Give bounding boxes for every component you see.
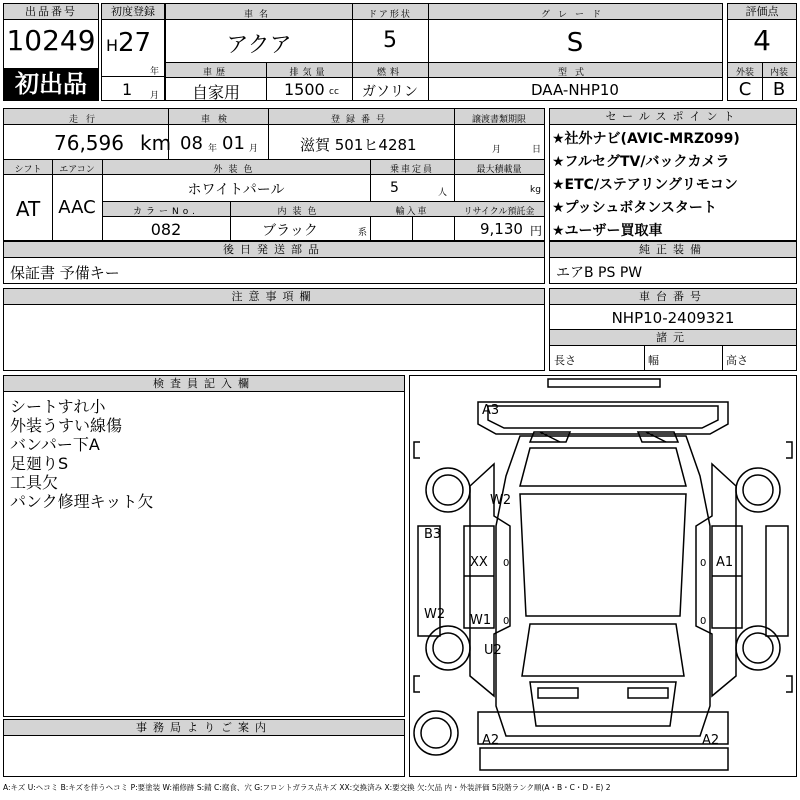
sales-points-label: セールスポイント [550, 109, 796, 125]
car-name-label: 車名 [243, 10, 274, 20]
capacity-unit: 人 [438, 188, 448, 198]
exterior-color: ホワイトパール [187, 182, 285, 198]
exterior-label: 外装 [735, 68, 754, 78]
inspector-line-2: 外装うすい線傷 [10, 416, 123, 435]
notes-box [3, 288, 545, 371]
car-outline-diagram [410, 376, 796, 776]
year-unit: 年 [150, 67, 160, 77]
lot-number-label: 出品番号 [4, 4, 98, 20]
lot-number-box [3, 3, 99, 101]
mark-zero-1: 0 [503, 558, 510, 569]
first-registration-label: 初度登録 [102, 4, 164, 20]
mileage-unit: km [140, 131, 172, 155]
capacity: 5 [390, 180, 399, 196]
mark-w2-lower: W2 [424, 607, 446, 622]
model-label: 型式 [557, 68, 592, 78]
transfer-day-unit: 日 [532, 145, 542, 155]
displacement-unit: cc [329, 87, 339, 97]
chassis-label: 車台番号 [550, 289, 796, 305]
equipment-label: 純正装備 [550, 242, 796, 258]
reg-year: 27 [118, 28, 152, 58]
interior-label: 内装 [769, 68, 788, 78]
score-label: 評価点 [728, 4, 796, 20]
inspector-line-1: シートすれ小 [10, 397, 106, 416]
car-name: アクア [226, 33, 292, 58]
displacement: 1500 [284, 80, 325, 99]
door-label: ドア形状 [368, 10, 412, 20]
recycle-unit: 円 [530, 224, 543, 238]
inspector-line-6: パンク修理キット欠 [10, 492, 154, 511]
inspector-line-3: バンパー下A [10, 435, 100, 454]
interior-color-label: 内装色 [277, 207, 323, 217]
equipment-box [549, 241, 797, 284]
mark-a3: A3 [482, 403, 500, 418]
fuel: ガソリン [362, 84, 418, 100]
inspector-line-5: 工具欠 [10, 473, 59, 492]
first-listing-badge: 初出品 [4, 68, 98, 100]
legend-footer: A:キズ U:ヘコミ B:キズを伴うヘコミ P:要塗装 W:補修跡 S:錆 C:腐食、穴 G:フロントガラス点キズ XX:交換済み X:要交換 欠:欠品 内・外装評価 5段階ランク順(A・B・C・D・E) 2 [3, 783, 611, 792]
shift-label: シフト [14, 165, 42, 175]
office-label: 事務局よりご案内 [4, 720, 404, 736]
history: 自家用 [191, 83, 240, 102]
sales-point-4: ★プッシュボタンスタート [552, 200, 717, 216]
shift: AT [15, 197, 41, 221]
lot-number: 10249 [6, 24, 96, 57]
chassis-number: NHP10-2409321 [611, 309, 735, 327]
mark-zero-3: 0 [503, 616, 510, 627]
month-unit: 月 [150, 91, 160, 101]
grade: S [566, 28, 584, 58]
inspector-label: 検査員記入欄 [4, 376, 404, 392]
reg-month: 1 [122, 80, 133, 99]
registration-number: 滋賀 501ヒ4281 [300, 136, 417, 154]
damage-diagram [409, 375, 797, 777]
inspector-box [3, 375, 405, 717]
score-box [727, 3, 797, 101]
sales-point-5: ★ユーザー買取車 [552, 223, 663, 239]
later-parts-label: 後日発送部品 [4, 242, 544, 258]
mark-a2-right: A2 [702, 733, 720, 748]
interior-color: ブラック [262, 223, 318, 239]
mileage: 76,596 [54, 131, 124, 155]
color-no: 082 [150, 220, 182, 239]
capacity-label: 乗車定員 [389, 165, 434, 175]
mark-w2-upper: W2 [490, 493, 512, 508]
inspection-month: 01 [222, 133, 245, 154]
transfer-month-unit: 月 [492, 145, 502, 155]
load-unit: kg [530, 185, 541, 195]
inspection-year-unit: 年 [208, 144, 218, 154]
history-label: 車歴 [202, 68, 229, 78]
doors: 5 [383, 28, 397, 53]
registration-label: 登録番号 [330, 115, 391, 125]
mark-zero-4: 0 [700, 616, 707, 627]
length-label: 長さ [554, 354, 576, 367]
interior-color-unit: 系 [358, 228, 368, 238]
main-spec-box [165, 3, 723, 101]
sales-point-1: ★社外ナビ(AVIC-MRZ099) [552, 131, 740, 147]
mileage-label: 走行 [68, 115, 103, 125]
mark-u2: U2 [484, 643, 502, 658]
import-label: 輸入車 [395, 207, 429, 217]
score: 4 [753, 24, 771, 57]
mark-a2-left: A2 [482, 733, 500, 748]
height-label: 高さ [726, 354, 748, 367]
inspection-month-unit: 月 [249, 144, 259, 154]
grade-label: グレード [540, 10, 609, 20]
displacement-label: 排気量 [289, 68, 329, 78]
exterior-grade: C [738, 79, 752, 100]
load-label: 最大積載量 [476, 165, 522, 175]
sales-point-2: ★フルセグTV/バックカメラ [552, 154, 730, 170]
recycle-label: リサイクル預託金 [463, 207, 535, 217]
later-parts: 保証書 予備キー [10, 264, 120, 282]
mark-zero-2: 0 [700, 558, 707, 569]
later-parts-box [3, 241, 545, 284]
inspection-year: 08 [180, 133, 203, 154]
dimensions-label: 諸元 [550, 330, 796, 346]
mark-xx: XX [470, 555, 488, 570]
inspection-label: 車検 [200, 115, 235, 125]
color-no-label: カラーNo. [133, 207, 199, 217]
mark-b3: B3 [424, 527, 442, 542]
specs-box [3, 108, 545, 241]
model: DAA-NHP10 [531, 81, 619, 99]
first-registration-box [101, 3, 165, 101]
office-box [3, 719, 405, 777]
era: H [106, 36, 119, 55]
inspector-line-4: 足廻りS [10, 454, 69, 473]
mark-w1: W1 [470, 613, 492, 628]
sales-point-3: ★ETC/ステアリングリモコン [552, 177, 738, 193]
width-label: 幅 [648, 354, 659, 367]
sales-points-box [549, 108, 797, 241]
interior-grade: B [772, 79, 786, 100]
mark-a1: A1 [716, 555, 734, 570]
transfer-label: 譲渡書類期限 [471, 115, 526, 125]
ac-label: エアコン [59, 165, 95, 175]
color-label: 外装色 [213, 165, 259, 175]
recycle-fee: 9,130 [480, 220, 523, 238]
equipment: エアB PS PW [556, 265, 643, 281]
ac: AAC [58, 197, 96, 218]
notes-label: 注意事項欄 [4, 289, 544, 305]
chassis-box [549, 288, 797, 371]
fuel-label: 燃料 [376, 68, 403, 78]
